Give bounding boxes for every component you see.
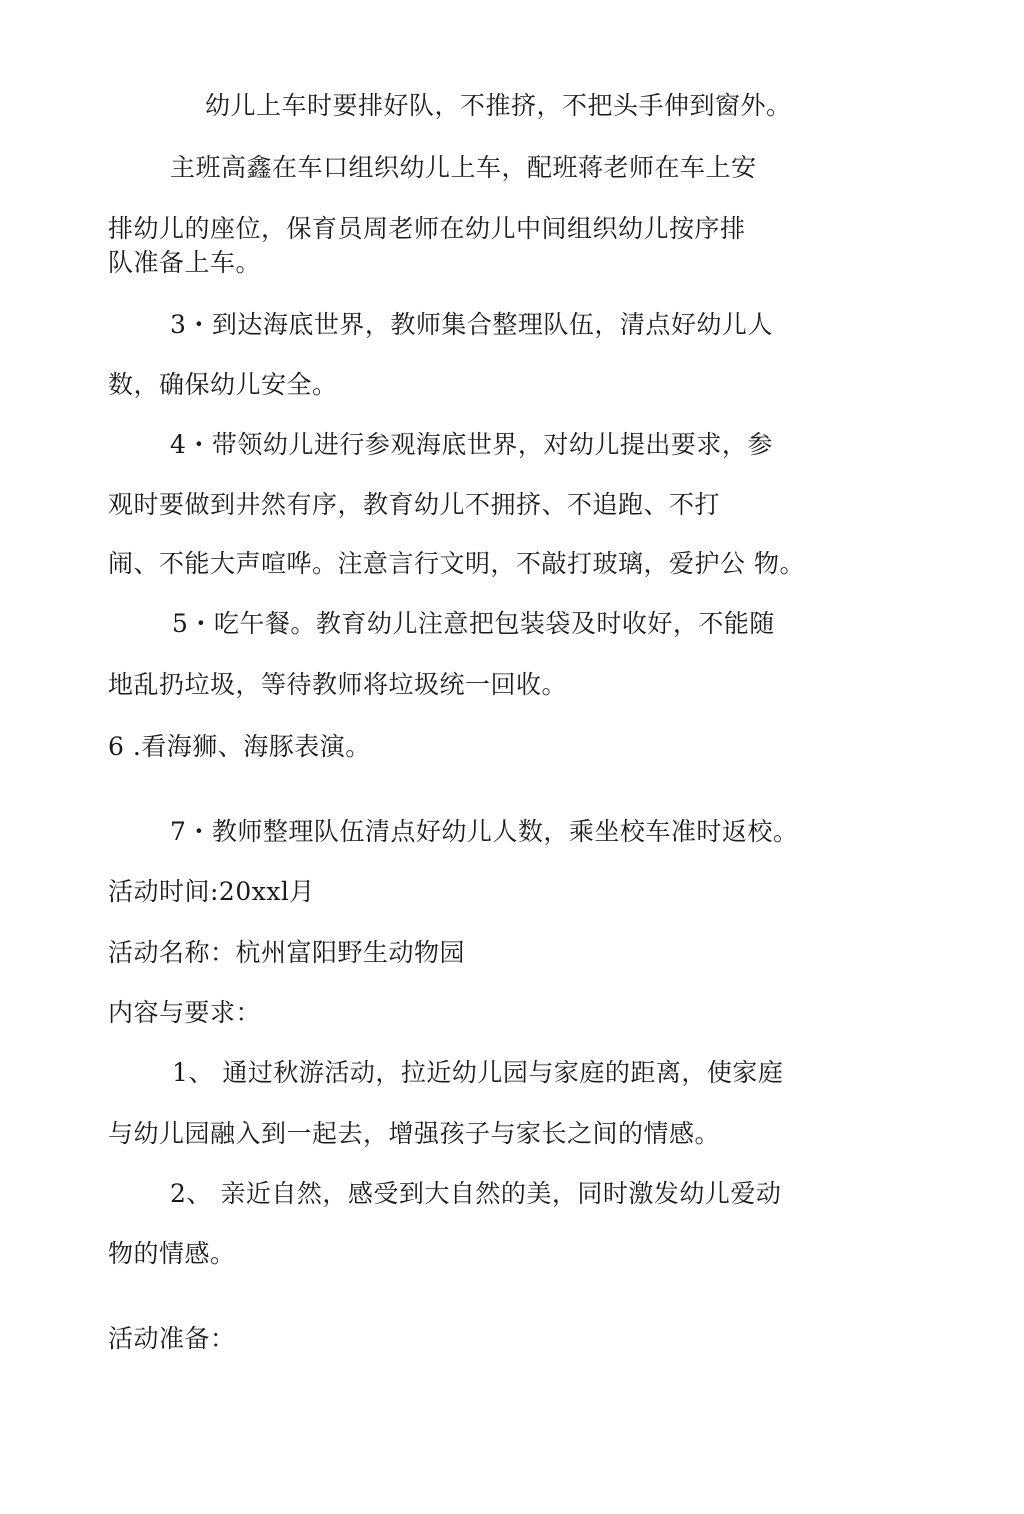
text-line-requirement-1-cont: 与幼儿园融入到一起去，增强孩子与家长之间的情感。	[108, 1119, 721, 1148]
text-line-boarding-rules: 幼儿上车时要排好队，不推挤，不把头手伸到窗外。	[205, 91, 792, 120]
text-line-step-6: 6 .看海狮、海豚表演。	[108, 732, 371, 761]
text-line-requirement-2: 2、 亲近自然，感受到大自然的美，同时激发幼儿爱动	[170, 1179, 782, 1208]
text-line-content-heading: 内容与要求：	[108, 998, 262, 1027]
text-line-step-7: 7・教师整理队伍清点好幼儿人数，乘坐校车准时返校。	[170, 817, 799, 846]
text-line-step-4: 4・带领幼儿进行参观海底世界，对幼儿提出要求，参	[170, 430, 773, 459]
text-line-activity-time: 活动时间:20xxl月	[108, 877, 315, 906]
text-line-step-4-cont: 观时要做到井然有序，教育幼儿不拥挤、不追跑、不打	[108, 490, 721, 519]
text-line-step-4-end: 闹、不能大声喧哗。注意言行文明，不敲打玻璃，爱护公 物。	[108, 549, 805, 578]
text-line-step-5-cont: 地乱扔垃圾，等待教师将垃圾统一回收。	[108, 670, 568, 699]
text-line-step-3: 3・到达海底世界，教师集合整理队伍，清点好幼儿人	[170, 310, 773, 339]
text-line-activity-name: 活动名称：杭州富阳野生动物园	[108, 938, 466, 967]
text-line-preparation-heading: 活动准备：	[108, 1324, 236, 1353]
text-line-step-3-cont: 数，确保幼儿安全。	[108, 370, 338, 399]
text-line-teacher-roles-end: 队准备上车。	[108, 248, 262, 277]
text-line-teacher-roles-cont: 排幼儿的座位，保育员周老师在幼儿中间组织幼儿按序排	[108, 214, 746, 243]
text-line-step-5: 5・吃午餐。教育幼儿注意把包装袋及时收好，不能随	[172, 609, 775, 638]
text-line-teacher-roles: 主班高鑫在车口组织幼儿上车，配班蒋老师在车上安	[170, 153, 757, 182]
text-line-requirement-2-cont: 物的情感。	[108, 1239, 236, 1268]
text-line-requirement-1: 1、 通过秋游活动，拉近幼儿园与家庭的距离，使家庭	[172, 1058, 784, 1087]
